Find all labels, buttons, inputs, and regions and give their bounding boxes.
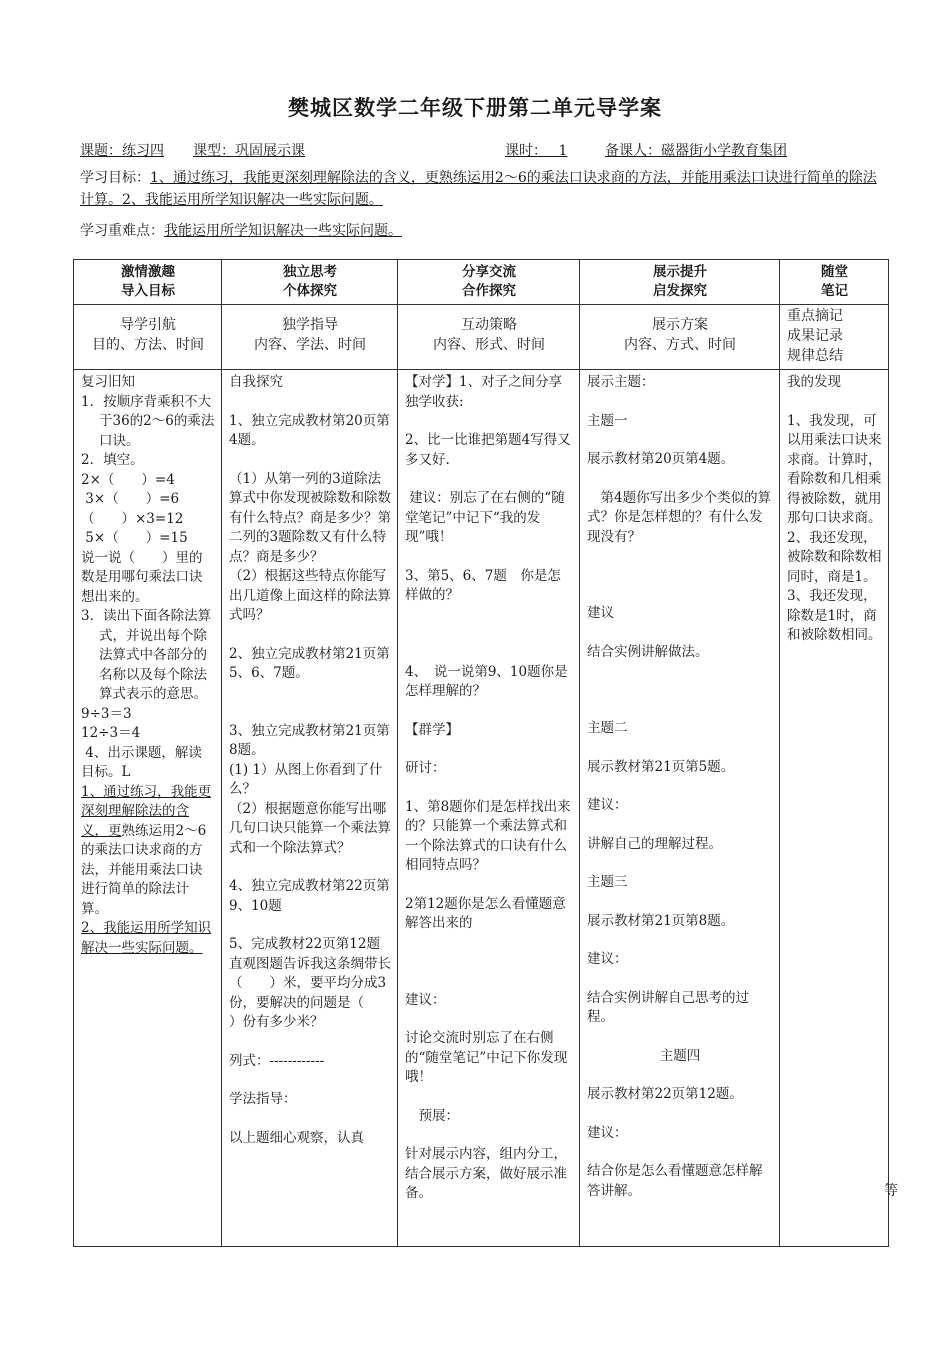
self-study-column: 自我探究 1、独立完成教材第20页第4题。 （1）从第一列的3道除法算式中你发现被除数和除数有什么特点？商是多少？第二列的3题除数又有什么特点？商是多少？ （2）根据这些特点你能写出几道像上面这样的除法算式吗？ 2、独立完成教材第21页第5、6、7题。 3、独立完成教材第21页第8题。 (1) 1）从图上你看到了什么？ （2）根据题意你能写出哪几句口诀只能算一个乘法算式和一个除法算式？ 4、独立完成教材第22页第9、10题 5、完成教材22页第12题直观图题告诉我这条绸带长（ ）米，要平均分成3份，要解决的问题是（ ）份有多少米？ 列式：------------ 学法指导： 以上题细心观察，认真 — [222, 370, 398, 1247]
header-cell: 展示提升 启发探究 — [580, 260, 780, 305]
presentation-column: 展示主题： 主题一 展示教材第20页第4题。 第4题你写出多少个类似的算式？你是怎样想的？有什么发现没有？ 建议 结合实例讲解做法。 主题二 展示教材第21页第5题。 建议： 讲解自己的理解过程。 主题三 展示教材第21页第8题。 建议： 结合实例讲解自己思考的过程。 主题四 展示教材第22页第12题。 建议： 结合你是怎么看懂题意怎样解答讲解。 — [580, 370, 780, 1247]
key-points-label: 学习重难点： — [80, 223, 164, 239]
goals-text: 1、通过练习，我能更深刻理解除法的含义，更熟练运用2～6的乘法口诀求商的方法，并能用乘法口诀进行简单的除法计算。2、我能运用所学知识解决一些实际问题。 — [80, 170, 877, 208]
key-points-text: 我能运用所学知识解决一些实际问题。 — [164, 223, 402, 239]
lesson-author: 备课人：磁器街小学教育集团 — [605, 143, 787, 159]
subheader-cell: 独学指导 内容、学法、时间 — [222, 305, 398, 370]
header-row — [74, 260, 889, 305]
subheader-cell: 展示方案 内容、方式、时间 — [580, 305, 780, 370]
lesson-plan-table — [73, 259, 889, 1247]
header-cell: 分享交流 合作探究 — [398, 260, 580, 305]
header-cell: 激情激趣 导入目标 — [74, 260, 222, 305]
learning-key-points — [80, 220, 880, 242]
learning-goals — [80, 167, 880, 211]
goals-label: 学习目标： — [80, 170, 150, 186]
header-cell: 独立思考 个体探究 — [222, 260, 398, 305]
margin-text: 等 — [884, 1183, 898, 1199]
group-study-column: 【对学】1、对子之间分享独学收获: 2、比一比谁把第题4写得又多又好. 建议：别忘了在右侧的“随堂笔记”中记下“我的发现”哦！ 3、第5、6、7题 你是怎样做的？ 4、 说一说第9、10题你是怎样理解的？ 【群学】 研讨： 1、第8题你们是怎样找出来的？只能算一个乘法算式和一个除法算式的口诀有什么相同特点吗？ 2第12题你是怎么看懂题意解答出来的 建议： 讨论交流时别忘了在右侧的“随堂笔记”中记下你发现哦！ 预展： 针对展示内容，组内分工，结合展示方案，做好展示准备。 — [398, 370, 580, 1247]
subheader-cell: 互动策略 内容、形式、时间 — [398, 305, 580, 370]
subheader-cell: 导学引航 目的、方法、时间 — [74, 305, 222, 370]
subheader-cell: 重点摘记 成果记录 规律总结 — [780, 305, 889, 370]
intro-column: 复习旧知 1．按顺序背乘积不大于36的2～6的乘法口诀。 2．填空。 2×（ ）=4 3×（ ）=6 （ ）×3=12 5×（ ）=15 说一说（ ）里的数是用哪句乘法口诀想出来的。 3．读出下面各除法算式，并说出每个除法算式中各部分的名称以及每个除法算式表示的意思。 9÷3＝3 12÷3＝4 4、出示课题，解读目标。L 1、通过练习，我能更深刻理解除法的含义，更熟练运用2～6的乘法口诀求商的方法，并能用乘法口诀进行简单的除法计算。 2、我能运用所学知识解决一些实际问题。 — [74, 370, 222, 1247]
lesson-period: 课时： 1 — [505, 143, 568, 159]
header-cell: 随堂 笔记 — [780, 260, 889, 305]
subheader-row — [74, 305, 889, 370]
lesson-topic: 课题：练习四 — [80, 143, 164, 159]
document-title: 樊城区数学二年级下册第二单元导学案 — [288, 96, 662, 120]
lesson-type: 课型：巩固展示课 — [193, 143, 305, 159]
notes-column: 我的发现 1、我发现，可以用乘法口诀来求商。计算时，看除数和几相乘得被除数，就用那句口诀求商。 2、我还发现，被除数和除数相同时，商是1。 3、我还发现，除数是1时，商和被除数相同。 — [780, 370, 889, 1247]
content-row — [74, 370, 889, 1247]
